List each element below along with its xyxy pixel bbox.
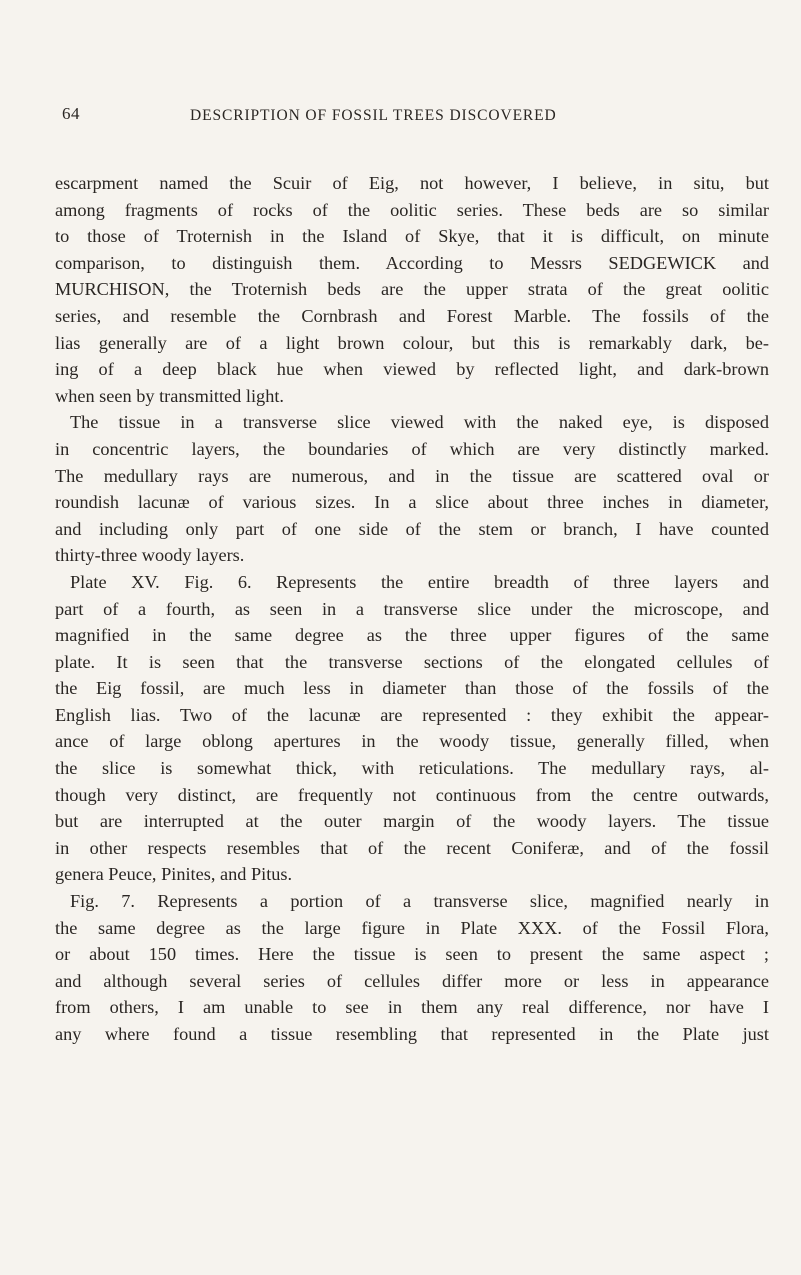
- text-line: Fig. 7. Represents a portion of a transverse slice, magnified nearly in: [70, 891, 769, 912]
- text-line: or about 150 times. Here the tissue is seen to present the same aspect ;: [55, 944, 769, 965]
- text-line: to those of Troternish in the Island of Skye, that it is difficult, on minute: [55, 226, 769, 247]
- text-line: genera Peuce, Pinites, and Pitus.: [55, 864, 293, 885]
- text-line: ance of large oblong apertures in the woody tissue, generally filled, when: [55, 731, 769, 752]
- text-line: the same degree as the large figure in Plate XXX. of the Fossil Flora,: [55, 917, 769, 938]
- text-line: plate. It is seen that the transverse sections of the elongated cellules of: [55, 651, 769, 672]
- text-line: the slice is somewhat thick, with reticulations. The medullary rays, al-: [55, 758, 769, 779]
- text-line: escarpment named the Scuir of Eig, not however, I believe, in situ, but: [55, 173, 769, 193]
- text-line: but are interrupted at the outer margin of the woody layers. The tissue: [55, 811, 769, 832]
- text-line: comparison, to distinguish them. According to Messrs SEDGEWICK and: [55, 252, 769, 273]
- text-line: any where found a tissue resembling that represented in the Plate just: [55, 1024, 769, 1044]
- text-line: The tissue in a transverse slice viewed with the naked eye, is disposed: [70, 412, 769, 433]
- text-line: and including only part of one side of the stem or branch, I have counted: [55, 518, 769, 539]
- text-line: thirty-three woody layers.: [55, 545, 245, 566]
- text-line: from others, I am unable to see in them any real difference, nor have I: [55, 997, 769, 1018]
- text-line: ing of a deep black hue when viewed by reflected light, and dark-brown: [55, 359, 769, 380]
- text-line: English lias. Two of the lacunæ are represented : they exhibit the appear-: [55, 704, 769, 725]
- text-line: when seen by transmitted light.: [55, 385, 284, 406]
- text-line: MURCHISON, the Troternish beds are the upper strata of the great oolitic: [55, 279, 769, 300]
- text-line: in other respects resembles that of the recent Coniferæ, and of the fossil: [55, 837, 769, 858]
- text-line: among fragments of rocks of the oolitic series. These beds are so similar: [55, 199, 769, 220]
- text-line: the Eig fossil, are much less in diameter than those of the fossils of the: [55, 678, 769, 699]
- text-line: The medullary rays are numerous, and in the tissue are scattered oval or: [55, 465, 769, 486]
- text-line: part of a fourth, as seen in a transverse slice under the microscope, and: [55, 598, 769, 619]
- text-line: in concentric layers, the boundaries of which are very distinctly marked.: [55, 438, 769, 459]
- page-number: 64: [62, 104, 80, 123]
- body-text: [55, 170, 769, 1048]
- text-line: though very distinct, are frequently not continuous from the centre outwards,: [55, 784, 769, 805]
- text-line: roundish lacunæ of various sizes. In a slice about three inches in diameter,: [55, 492, 769, 513]
- text-line: Plate XV. Fig. 6. Represents the entire breadth of three layers and: [70, 571, 769, 592]
- text-line: lias generally are of a light brown colour, but this is remarkably dark, be-: [55, 332, 769, 353]
- text-line: series, and resemble the Cornbrash and Forest Marble. The fossils of the: [55, 305, 769, 326]
- text-line: and although several series of cellules differ more or less in appearance: [55, 970, 769, 991]
- running-head: DESCRIPTION OF FOSSIL TREES DISCOVERED: [190, 107, 557, 124]
- text-line: magnified in the same degree as the three upper figures of the same: [55, 625, 769, 646]
